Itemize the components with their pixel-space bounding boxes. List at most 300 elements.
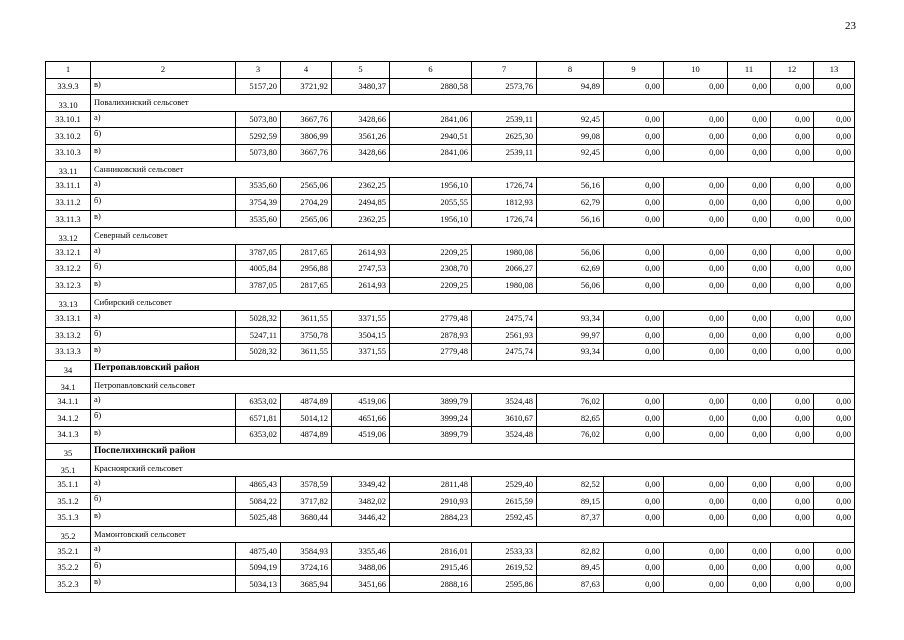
value-cell: 1980,08 [472, 244, 537, 261]
table-row [46, 78, 855, 95]
value-cell: 0,00 [664, 393, 728, 410]
value-cell: 99,97 [537, 327, 604, 344]
value-cell: 82,65 [537, 410, 604, 427]
value-cell: 5157,20 [236, 78, 281, 95]
row-code: 33.11.3 [46, 211, 91, 228]
value-cell: 6353,02 [236, 427, 281, 444]
table-row [46, 476, 855, 493]
value-cell: 0,00 [664, 310, 728, 327]
row-code: 34 [46, 360, 91, 377]
council-name: Сибирский сельсовет [91, 294, 855, 311]
value-cell: 0,00 [771, 559, 814, 576]
value-cell: 3578,59 [281, 476, 332, 493]
value-cell: 2308,70 [390, 261, 472, 278]
value-cell: 0,00 [664, 427, 728, 444]
value-cell: 3524,48 [472, 393, 537, 410]
value-cell: 0,00 [728, 78, 771, 95]
value-cell: 2475,74 [472, 344, 537, 361]
value-cell: 62,79 [537, 194, 604, 211]
council-row [46, 377, 855, 394]
value-cell: 2614,93 [332, 277, 390, 294]
value-cell: 3561,26 [332, 128, 390, 145]
council-row [46, 95, 855, 112]
table-row [46, 427, 855, 444]
row-subcategory: в) [91, 576, 236, 593]
value-cell: 0,00 [728, 393, 771, 410]
value-cell: 0,00 [771, 178, 814, 195]
value-cell: 0,00 [771, 277, 814, 294]
value-cell: 0,00 [664, 261, 728, 278]
council-name: Мамонтовский сельсовет [91, 526, 855, 543]
council-row [46, 161, 855, 178]
row-subcategory: в) [91, 277, 236, 294]
value-cell: 0,00 [814, 393, 855, 410]
table-body [46, 62, 855, 593]
value-cell: 3680,44 [281, 510, 332, 527]
value-cell: 3355,46 [332, 543, 390, 560]
value-cell: 3349,42 [332, 476, 390, 493]
row-code: 34.1.1 [46, 393, 91, 410]
value-cell: 0,00 [814, 111, 855, 128]
row-code: 35.2.1 [46, 543, 91, 560]
value-cell: 87,63 [537, 576, 604, 593]
council-name: Санниковский сельсовет [91, 161, 855, 178]
value-cell: 3899,79 [390, 427, 472, 444]
value-cell: 4874,89 [281, 393, 332, 410]
row-code: 33.10.1 [46, 111, 91, 128]
value-cell: 0,00 [604, 476, 664, 493]
value-cell: 1726,74 [472, 211, 537, 228]
value-cell: 0,00 [771, 327, 814, 344]
value-cell: 3488,06 [332, 559, 390, 576]
value-cell: 2779,48 [390, 310, 472, 327]
value-cell: 0,00 [814, 144, 855, 161]
value-cell: 2779,48 [390, 344, 472, 361]
value-cell: 0,00 [604, 559, 664, 576]
value-cell: 2880,58 [390, 78, 472, 95]
value-cell: 2573,76 [472, 78, 537, 95]
value-cell: 2592,45 [472, 510, 537, 527]
value-cell: 0,00 [664, 128, 728, 145]
value-cell: 2615,59 [472, 493, 537, 510]
value-cell: 3611,55 [281, 310, 332, 327]
value-cell: 2704,29 [281, 194, 332, 211]
row-subcategory: б) [91, 559, 236, 576]
value-cell: 3504,15 [332, 327, 390, 344]
table-row [46, 211, 855, 228]
value-cell: 0,00 [604, 410, 664, 427]
value-cell: 3750,78 [281, 327, 332, 344]
value-cell: 5014,12 [281, 410, 332, 427]
table-row [46, 178, 855, 195]
table-row [46, 194, 855, 211]
table-row [46, 410, 855, 427]
row-subcategory: б) [91, 410, 236, 427]
value-cell: 0,00 [604, 543, 664, 560]
value-cell: 0,00 [604, 327, 664, 344]
value-cell: 0,00 [814, 178, 855, 195]
value-cell: 3371,55 [332, 344, 390, 361]
row-subcategory: в) [91, 510, 236, 527]
value-cell: 0,00 [604, 194, 664, 211]
value-cell: 4874,89 [281, 427, 332, 444]
value-cell: 3535,60 [236, 211, 281, 228]
value-cell: 2055,55 [390, 194, 472, 211]
column-number-header: 4 [281, 62, 332, 79]
value-cell: 56,16 [537, 178, 604, 195]
value-cell: 3371,55 [332, 310, 390, 327]
value-cell: 5034,13 [236, 576, 281, 593]
value-cell: 0,00 [728, 427, 771, 444]
row-code: 35.1 [46, 460, 91, 477]
value-cell: 2539,11 [472, 111, 537, 128]
district-name: Поспелихинский район [91, 443, 855, 460]
value-cell: 0,00 [604, 493, 664, 510]
value-cell: 0,00 [814, 244, 855, 261]
value-cell: 93,34 [537, 344, 604, 361]
value-cell: 3428,66 [332, 144, 390, 161]
value-cell: 2817,65 [281, 244, 332, 261]
page-number: 23 [845, 20, 856, 32]
column-number-header: 1 [46, 62, 91, 79]
council-row [46, 294, 855, 311]
value-cell: 3787,05 [236, 277, 281, 294]
row-subcategory: в) [91, 78, 236, 95]
value-cell: 0,00 [664, 344, 728, 361]
value-cell: 2625,30 [472, 128, 537, 145]
value-cell: 56,06 [537, 277, 604, 294]
value-cell: 2565,06 [281, 211, 332, 228]
value-cell: 3667,76 [281, 111, 332, 128]
row-subcategory: б) [91, 493, 236, 510]
district-name: Петропавловский район [91, 360, 855, 377]
value-cell: 0,00 [814, 327, 855, 344]
row-code: 33.11.2 [46, 194, 91, 211]
row-code: 34.1.2 [46, 410, 91, 427]
value-cell: 0,00 [604, 310, 664, 327]
row-subcategory: в) [91, 427, 236, 444]
value-cell: 0,00 [664, 559, 728, 576]
value-cell: 3787,05 [236, 244, 281, 261]
value-cell: 3611,55 [281, 344, 332, 361]
value-cell: 0,00 [604, 393, 664, 410]
row-subcategory: а) [91, 111, 236, 128]
district-row [46, 443, 855, 460]
value-cell: 0,00 [604, 111, 664, 128]
value-cell: 0,00 [771, 128, 814, 145]
value-cell: 2565,06 [281, 178, 332, 195]
value-cell: 0,00 [771, 543, 814, 560]
council-name: Петропавловский сельсовет [91, 377, 855, 394]
value-cell: 0,00 [664, 78, 728, 95]
row-code: 35.2.3 [46, 576, 91, 593]
value-cell: 0,00 [728, 493, 771, 510]
table-row [46, 111, 855, 128]
value-cell: 0,00 [604, 178, 664, 195]
tariff-table [45, 61, 855, 593]
row-subcategory: в) [91, 344, 236, 361]
value-cell: 2811,48 [390, 476, 472, 493]
value-cell: 3754,39 [236, 194, 281, 211]
value-cell: 2816,01 [390, 543, 472, 560]
value-cell: 2533,33 [472, 543, 537, 560]
value-cell: 5094,19 [236, 559, 281, 576]
row-subcategory: б) [91, 194, 236, 211]
value-cell: 4865,43 [236, 476, 281, 493]
value-cell: 0,00 [728, 476, 771, 493]
value-cell: 2888,16 [390, 576, 472, 593]
value-cell: 0,00 [728, 576, 771, 593]
value-cell: 0,00 [771, 410, 814, 427]
value-cell: 0,00 [771, 427, 814, 444]
column-number-header: 11 [728, 62, 771, 79]
value-cell: 2475,74 [472, 310, 537, 327]
value-cell: 5073,80 [236, 144, 281, 161]
value-cell: 3806,99 [281, 128, 332, 145]
value-cell: 5073,80 [236, 111, 281, 128]
table-row [46, 393, 855, 410]
value-cell: 0,00 [814, 476, 855, 493]
value-cell: 1726,74 [472, 178, 537, 195]
value-cell: 2910,93 [390, 493, 472, 510]
row-code: 33.13 [46, 294, 91, 311]
value-cell: 0,00 [771, 476, 814, 493]
column-number-header: 13 [814, 62, 855, 79]
value-cell: 5247,11 [236, 327, 281, 344]
row-code: 35 [46, 443, 91, 460]
value-cell: 2595,86 [472, 576, 537, 593]
value-cell: 3717,82 [281, 493, 332, 510]
value-cell: 0,00 [771, 576, 814, 593]
value-cell: 0,00 [814, 194, 855, 211]
value-cell: 3999,24 [390, 410, 472, 427]
value-cell: 0,00 [604, 510, 664, 527]
value-cell: 0,00 [728, 277, 771, 294]
value-cell: 2614,93 [332, 244, 390, 261]
value-cell: 76,02 [537, 393, 604, 410]
table-row [46, 261, 855, 278]
value-cell: 0,00 [728, 310, 771, 327]
value-cell: 1956,10 [390, 211, 472, 228]
value-cell: 0,00 [728, 178, 771, 195]
row-code: 33.12.3 [46, 277, 91, 294]
value-cell: 0,00 [771, 344, 814, 361]
value-cell: 5292,59 [236, 128, 281, 145]
value-cell: 0,00 [728, 410, 771, 427]
value-cell: 2841,06 [390, 111, 472, 128]
value-cell: 0,00 [771, 111, 814, 128]
column-number-header: 10 [664, 62, 728, 79]
row-subcategory: а) [91, 393, 236, 410]
value-cell: 2362,25 [332, 211, 390, 228]
value-cell: 3535,60 [236, 178, 281, 195]
row-subcategory: в) [91, 211, 236, 228]
value-cell: 3721,92 [281, 78, 332, 95]
value-cell: 4651,66 [332, 410, 390, 427]
value-cell: 3446,42 [332, 510, 390, 527]
value-cell: 2529,40 [472, 476, 537, 493]
table-row [46, 327, 855, 344]
value-cell: 0,00 [814, 310, 855, 327]
value-cell: 5028,32 [236, 344, 281, 361]
value-cell: 0,00 [728, 144, 771, 161]
column-number-header: 12 [771, 62, 814, 79]
value-cell: 3610,67 [472, 410, 537, 427]
table-row [46, 576, 855, 593]
column-number-header: 2 [91, 62, 236, 79]
value-cell: 0,00 [814, 543, 855, 560]
row-code: 34.1.3 [46, 427, 91, 444]
row-code: 35.1.3 [46, 510, 91, 527]
value-cell: 82,82 [537, 543, 604, 560]
row-code: 33.11.1 [46, 178, 91, 195]
value-cell: 56,16 [537, 211, 604, 228]
value-cell: 0,00 [728, 543, 771, 560]
row-code: 33.13.1 [46, 310, 91, 327]
column-number-header: 8 [537, 62, 604, 79]
value-cell: 0,00 [814, 128, 855, 145]
value-cell: 0,00 [771, 194, 814, 211]
value-cell: 0,00 [771, 510, 814, 527]
row-code: 33.12.1 [46, 244, 91, 261]
value-cell: 0,00 [728, 261, 771, 278]
table-row [46, 493, 855, 510]
table-row [46, 310, 855, 327]
value-cell: 0,00 [604, 211, 664, 228]
value-cell: 0,00 [771, 493, 814, 510]
row-code: 35.1.1 [46, 476, 91, 493]
row-code: 33.12 [46, 227, 91, 244]
value-cell: 0,00 [664, 543, 728, 560]
value-cell: 0,00 [728, 559, 771, 576]
value-cell: 0,00 [728, 211, 771, 228]
value-cell: 3480,37 [332, 78, 390, 95]
value-cell: 0,00 [604, 78, 664, 95]
column-number-header: 9 [604, 62, 664, 79]
table-header-row [46, 62, 855, 79]
row-subcategory: б) [91, 128, 236, 145]
value-cell: 0,00 [814, 576, 855, 593]
council-row [46, 460, 855, 477]
table-row [46, 244, 855, 261]
value-cell: 0,00 [604, 427, 664, 444]
value-cell: 62,69 [537, 261, 604, 278]
value-cell: 0,00 [728, 344, 771, 361]
value-cell: 2066,27 [472, 261, 537, 278]
value-cell: 0,00 [604, 277, 664, 294]
value-cell: 3451,66 [332, 576, 390, 593]
row-code: 35.2 [46, 526, 91, 543]
value-cell: 0,00 [814, 427, 855, 444]
table-row [46, 128, 855, 145]
row-subcategory: а) [91, 244, 236, 261]
value-cell: 2747,53 [332, 261, 390, 278]
row-code: 35.1.2 [46, 493, 91, 510]
council-row [46, 526, 855, 543]
value-cell: 89,15 [537, 493, 604, 510]
value-cell: 3685,94 [281, 576, 332, 593]
value-cell: 5084,22 [236, 493, 281, 510]
value-cell: 2884,23 [390, 510, 472, 527]
value-cell: 2878,93 [390, 327, 472, 344]
value-cell: 3584,93 [281, 543, 332, 560]
value-cell: 4519,06 [332, 393, 390, 410]
value-cell: 0,00 [604, 261, 664, 278]
row-subcategory: б) [91, 327, 236, 344]
column-number-header: 5 [332, 62, 390, 79]
value-cell: 0,00 [814, 493, 855, 510]
value-cell: 0,00 [664, 111, 728, 128]
row-code: 33.12.2 [46, 261, 91, 278]
value-cell: 0,00 [771, 244, 814, 261]
value-cell: 93,34 [537, 310, 604, 327]
value-cell: 0,00 [814, 261, 855, 278]
value-cell: 0,00 [771, 211, 814, 228]
value-cell: 2209,25 [390, 244, 472, 261]
value-cell: 2362,25 [332, 178, 390, 195]
value-cell: 0,00 [664, 410, 728, 427]
value-cell: 0,00 [664, 476, 728, 493]
council-row [46, 227, 855, 244]
value-cell: 0,00 [664, 211, 728, 228]
value-cell: 0,00 [664, 493, 728, 510]
row-subcategory: а) [91, 178, 236, 195]
value-cell: 5025,48 [236, 510, 281, 527]
value-cell: 56,06 [537, 244, 604, 261]
value-cell: 94,89 [537, 78, 604, 95]
row-subcategory: в) [91, 144, 236, 161]
value-cell: 3482,02 [332, 493, 390, 510]
value-cell: 0,00 [771, 393, 814, 410]
value-cell: 92,45 [537, 144, 604, 161]
value-cell: 0,00 [728, 327, 771, 344]
value-cell: 4519,06 [332, 427, 390, 444]
value-cell: 0,00 [771, 310, 814, 327]
value-cell: 2561,93 [472, 327, 537, 344]
value-cell: 0,00 [814, 344, 855, 361]
council-name: Красноярский сельсовет [91, 460, 855, 477]
table-row [46, 277, 855, 294]
row-code: 33.10 [46, 95, 91, 112]
value-cell: 0,00 [771, 144, 814, 161]
value-cell: 0,00 [728, 194, 771, 211]
table-row [46, 510, 855, 527]
value-cell: 1812,93 [472, 194, 537, 211]
value-cell: 0,00 [664, 178, 728, 195]
value-cell: 0,00 [728, 510, 771, 527]
value-cell: 0,00 [814, 510, 855, 527]
council-name: Северный сельсовет [91, 227, 855, 244]
value-cell: 3667,76 [281, 144, 332, 161]
value-cell: 0,00 [604, 576, 664, 593]
value-cell: 0,00 [664, 576, 728, 593]
row-code: 33.10.2 [46, 128, 91, 145]
column-number-header: 7 [472, 62, 537, 79]
value-cell: 0,00 [814, 211, 855, 228]
value-cell: 5028,32 [236, 310, 281, 327]
value-cell: 2539,11 [472, 144, 537, 161]
table-row [46, 144, 855, 161]
row-code: 33.13.2 [46, 327, 91, 344]
value-cell: 0,00 [664, 244, 728, 261]
value-cell: 6353,02 [236, 393, 281, 410]
value-cell: 0,00 [728, 244, 771, 261]
value-cell: 0,00 [771, 78, 814, 95]
value-cell: 3724,16 [281, 559, 332, 576]
row-subcategory: а) [91, 543, 236, 560]
row-code: 33.10.3 [46, 144, 91, 161]
column-number-header: 3 [236, 62, 281, 79]
